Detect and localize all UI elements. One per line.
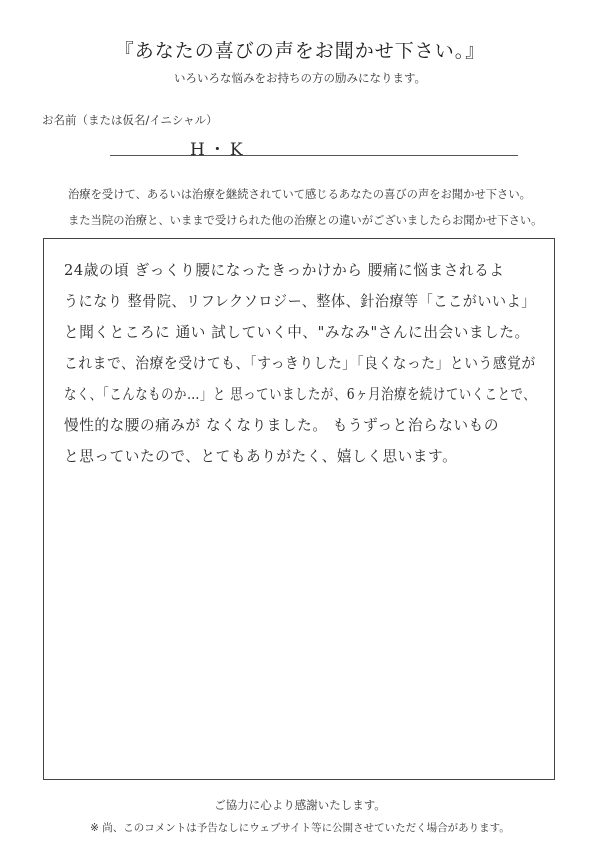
comment-line: と聞くところに 通い 試していく中、"みなみ"さんに出会いました。 bbox=[64, 324, 530, 341]
comment-line: と思っていたので、とてもありがたく、嬉しく思います。 bbox=[64, 448, 458, 465]
comment-box bbox=[43, 238, 555, 780]
name-value: H・K bbox=[190, 140, 247, 160]
instruction-1: 治療を受けて、あるいは治療を継続されていて感じるあなたの喜びの声をお聞かせ下さい。 bbox=[68, 188, 531, 201]
comment-line: なく、「こんなものか…」と 思っていましたが、6ヶ月治療を続けていくことで、 bbox=[64, 386, 537, 403]
footer-note: ※ 尚、このコメントは予告なしにウェブサイト等に公開させていただく場合があります。 bbox=[90, 822, 510, 834]
comment-line: うになり 整骨院、リフレクソロジー、整体、針治療等「ここがいいよ」 bbox=[64, 293, 536, 310]
form-title: 『あなたの喜びの声をお聞かせ下さい。』 bbox=[114, 40, 486, 62]
name-label: お名前（または仮名/イニシャル） bbox=[42, 113, 218, 127]
footer-thanks: ご協力に心より感謝いたします。 bbox=[214, 798, 386, 812]
form-subtitle: いろいろな悩みをお持ちの方の励みになります。 bbox=[173, 71, 427, 85]
comment-line: これまで、治療を受けても、「すっきりした」「良くなった」という感覚が bbox=[64, 355, 536, 372]
comment-line: 慢性的な腰の痛みが なくなりました。 もうずっと治らないもの bbox=[64, 417, 500, 434]
comment-line: 24歳の頃 ぎっくり腰になったきっかけから 腰痛に悩まされるよ bbox=[64, 262, 505, 279]
name-underline bbox=[110, 155, 518, 156]
instruction-2: また当院の治療と、いままで受けられた他の治療との違いがございましたらお聞かせ下さい。 bbox=[68, 214, 543, 227]
